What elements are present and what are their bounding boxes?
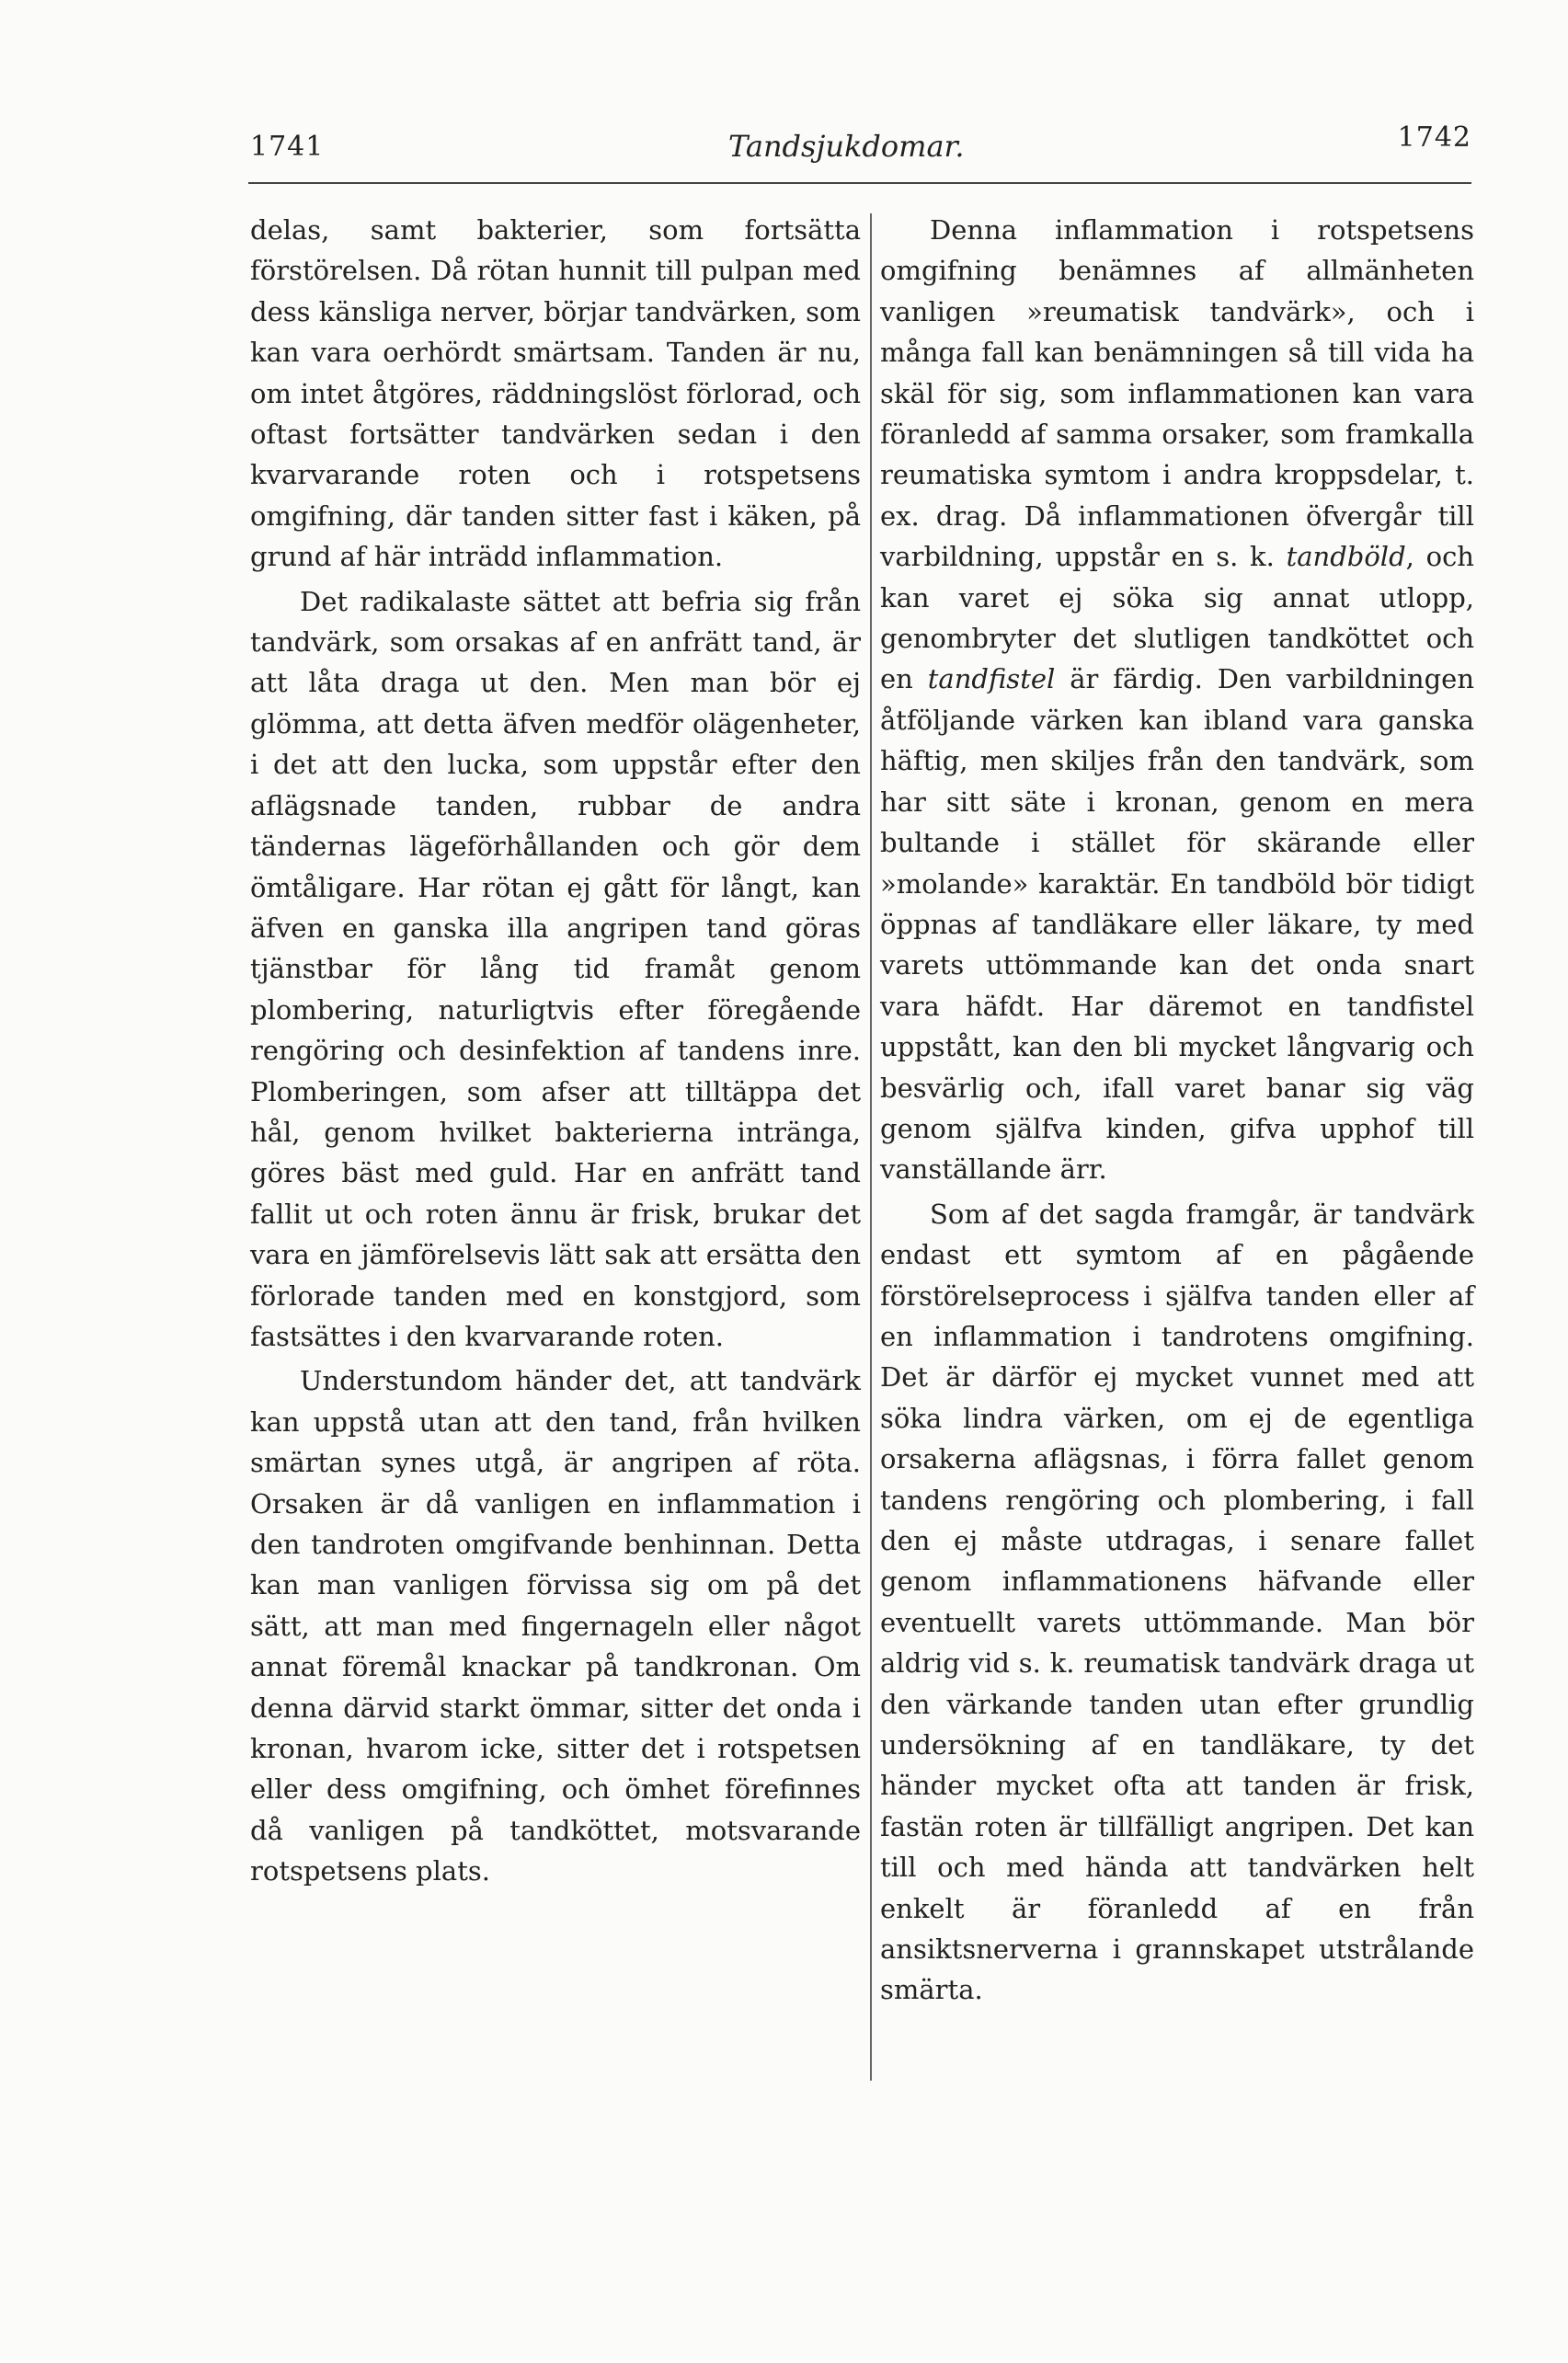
running-header: [250, 121, 1471, 177]
right-column: [880, 210, 1474, 2011]
term-tandbold: tandböld: [1286, 541, 1406, 573]
right-paragraph-1: [880, 210, 1474, 1190]
right-paragraph-1-part-c: är färdig. Den varbildningen åtföljande värken kan ibland vara ganska häftig, men skiljes från den tandvärk, som har sitt säte i kronan, genom en mera bultande i stället för skärande eller »molande» karaktär. En tandböld bör tidigt öppnas af tandläkare eller läkare, ty med varets uttömmande kan det onda snart vara häfdt. Har däremot en tandfistel uppstått, kan den bli mycket långvarig och besvärlig och, ifall varet banar sig väg genom själfva kinden, gifva upphof till vanställande ärr.: [880, 663, 1475, 1186]
header-rule: [248, 182, 1471, 184]
running-title: Tandsjukdomar.: [728, 129, 965, 164]
column-divider: [870, 213, 872, 2081]
term-tandfistel: tandfistel: [927, 663, 1056, 695]
right-paragraph-1-part-b: , och kan varet ej söka sig annat utlopp, genombryter det slutligen tandköttet och en: [880, 541, 1474, 695]
right-paragraph-2: Som af det sagda framgår, är tandvärk endast ett symtom af en pågående förstörelseprocess i själfva tanden eller af en inflammation i tandrotens omgifning. Det är därför ej mycket vunnet med att söka lindra värken, om ej de egentliga orsakerna aflägsnas, i förra fallet genom tandens rengöring och plombering, i fall den ej måste utdragas, i senare fallet genom inflammationens häfvande eller eventuellt varets uttömmande. Man bör aldrig vid s. k. reumatisk tandvärk draga ut den värkande tanden utan efter grundlig undersökning af en tandläkare, ty det händer mycket ofta att tanden är frisk, fastän roten är tillfälligt angripen. Det kan till och med hända att tandvärken helt enkelt är föranledd af en från ansiktsnerverna i grannskapet utstrålande smärta.: [880, 1198, 1474, 2006]
left-column: [250, 210, 861, 1892]
page-number-right: 1742: [1397, 121, 1471, 154]
right-paragraph-1-part-a: Denna inflammation i rotspetsens omgifning benämnes af allmänheten vanligen »reumatisk tandvärk», och i många fall kan benämningen så till vida ha skäl för sig, som inflammationen kan vara föranledd af samma orsaker, som framkalla reumatiska symtom i andra kroppsdelar, t. ex. drag. Då inflammationen öfvergår till varbildning, uppstår en s. k.: [880, 214, 1474, 573]
left-paragraph-1: delas, samt bakterier, som fortsätta förstörelsen. Då rötan hunnit till pulpan med dess känsliga nerver, börjar tandvärken, som kan vara oerhördt smärtsam. Tanden är nu, om intet åtgöres, räddningslöst förlorad, och oftast fortsätter tandvärken sedan i den kvarvarande roten och i rotspetsens omgifning, där tanden sitter fast i käken, på grund af här inträdd inflammation.: [250, 214, 861, 573]
page-number-left: 1741: [250, 131, 325, 163]
left-paragraph-3: Understundom händer det, att tandvärk kan uppstå utan att den tand, från hvilken smärtan synes utgå, är angripen af röta. Orsaken är då vanligen en inflammation i den tandroten omgifvande benhinnan. Detta kan man vanligen förvissa sig om på det sätt, att man med fingernageln eller något annat föremål knackar på tandkronan. Om denna därvid starkt ömmar, sitter det onda i kronan, hvarom icke, sitter det i rotspetsen eller dess omgifning, och ömhet förefinnes då vanligen på tandköttet, motsvarande rotspetsens plats.: [250, 1365, 861, 1887]
left-paragraph-2: Det radikalaste sättet att befria sig från tandvärk, som orsakas af en anfrätt tand, är att låta draga ut den. Men man bör ej glömma, att detta äfven medför olägenheter, i det att den lucka, som uppstår efter den aflägsnade tanden, rubbar de andra tändernas lägeförhållanden och gör dem ömtåligare. Har rötan ej gått för långt, kan äfven en ganska illa angripen tand göras tjänstbar för lång tid framåt genom plombering, naturligtvis efter föregående rengöring och desinfektion af tandens inre. Plomberingen, som afser att tilltäppa det hål, genom hvilket bakterierna inträngа, göres bäst med guld. Har en anfrätt tand fallit ut och roten ännu är frisk, brukar det vara en jämförelsevis lätt sak att ersätta den förlorade tanden med en konstgjord, som fastsättes i den kvarvarande roten.: [250, 585, 861, 1352]
